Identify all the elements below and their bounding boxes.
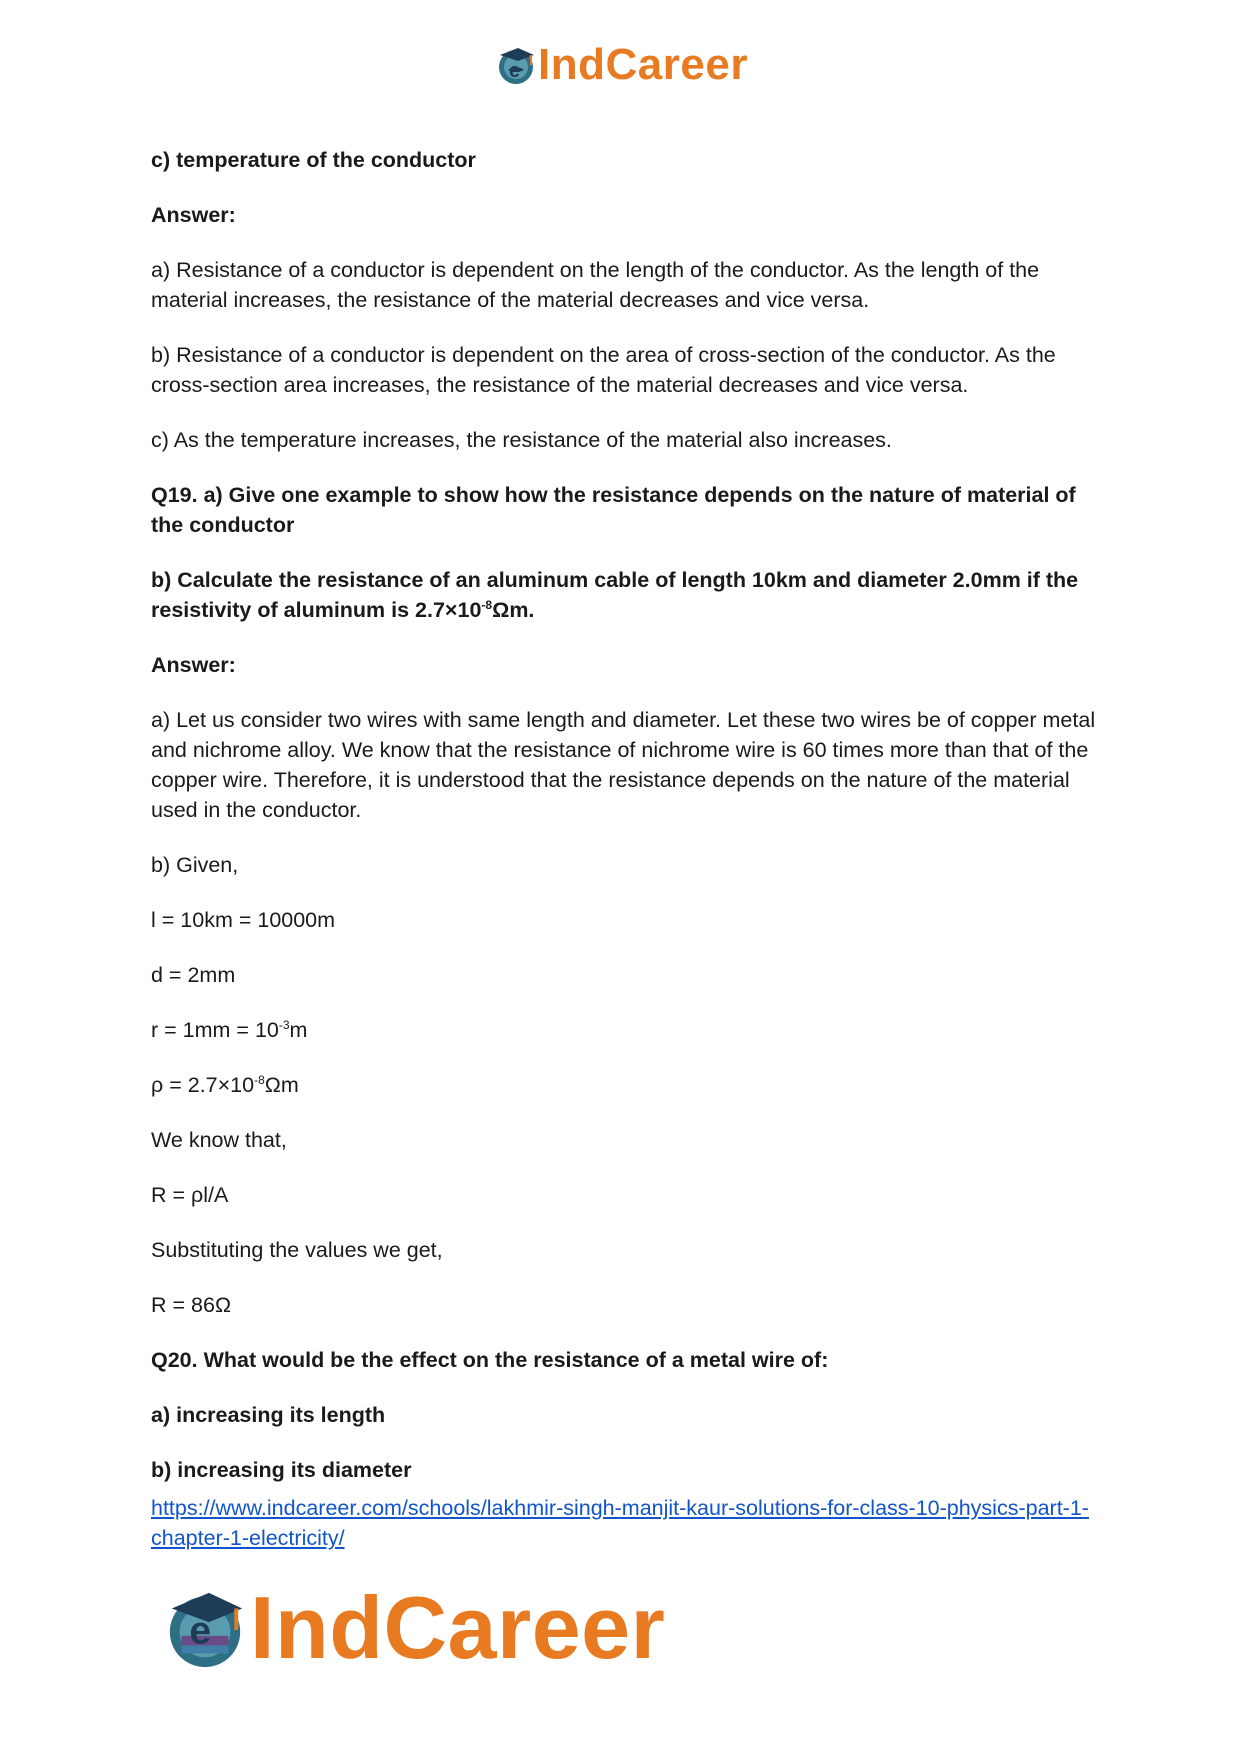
answer-c-temperature: c) As the temperature increases, the resistance of the material also increases. xyxy=(151,428,892,452)
given-radius: $r = 1mm = 10^{-3}m$ xyxy=(151,1017,308,1042)
source-link[interactable]: https://www.indcareer.com/schools/lakhmir-singh-manjit-kaur-solutions-for-class-10-physics-part-1-chapter-1-electricity/ xyxy=(151,1496,1089,1550)
given-length: l = 10km = 10000m xyxy=(151,908,336,932)
svg-text:e: e xyxy=(189,1609,212,1653)
question-19a: Q19. a) Give one example to show how the resistance depends on the nature of material of the conductor xyxy=(151,483,1076,537)
substituting-text: Substituting the values we get, xyxy=(151,1238,443,1262)
logo-text: IndCareer xyxy=(538,40,748,89)
indcareer-logo xyxy=(494,40,748,90)
answer-label: Answer: xyxy=(151,653,236,677)
svg-text:e: e xyxy=(509,60,521,82)
option-c-temperature: c) temperature of the conductor xyxy=(151,148,476,172)
given-resistivity: $\rho = 2.7\times 10^{-8}\Omega m$ xyxy=(151,1072,299,1097)
given-diameter: d = 2mm xyxy=(151,963,236,987)
graduation-cap-globe-icon xyxy=(162,1585,248,1671)
given-label: b) Given, xyxy=(151,853,239,877)
answer-b-area: b) Resistance of a conductor is dependent on the area of cross-section of the conductor. As the cross-section area increases, the resistance of the material decreases and vice versa. xyxy=(151,343,1056,397)
graduation-cap-globe-icon xyxy=(494,43,538,87)
answer-label: Answer: xyxy=(151,203,236,227)
footer-logo xyxy=(162,1580,665,1676)
logo-text: IndCareer xyxy=(250,1578,666,1677)
answer-a-length: a) Resistance of a conductor is dependent on the length of the conductor. As the length of the material increases, the resistance of the material decreases and vice versa. xyxy=(151,258,1040,312)
we-know-that: We know that, xyxy=(151,1128,287,1152)
answer-19a: a) Let us consider two wires with same length and diameter. Let these two wires be of copper metal and nichrome alloy. We know that the resistance of nichrome wire is 60 times more than that of the copper wire. Therefore, it is understood that the resistance depends on the nature of the material used in the conductor. xyxy=(151,708,1096,822)
question-20: Q20. What would be the effect on the resistance of a metal wire of: xyxy=(151,1348,829,1372)
result: R = 86Ω xyxy=(151,1293,232,1317)
header-logo xyxy=(0,40,1242,90)
question-20a: a) increasing its length xyxy=(151,1403,386,1427)
question-20b: b) increasing its diameter xyxy=(151,1458,412,1482)
formula: R = ρl/A xyxy=(151,1183,229,1207)
page-content xyxy=(151,145,1101,1553)
question-19b: b) Calculate the resistance of an aluminum cable of length 10km and diameter 2.0mm if the resistivity of aluminum is $2.7\times 10^{-8}\Omega m$. xyxy=(151,568,1079,622)
